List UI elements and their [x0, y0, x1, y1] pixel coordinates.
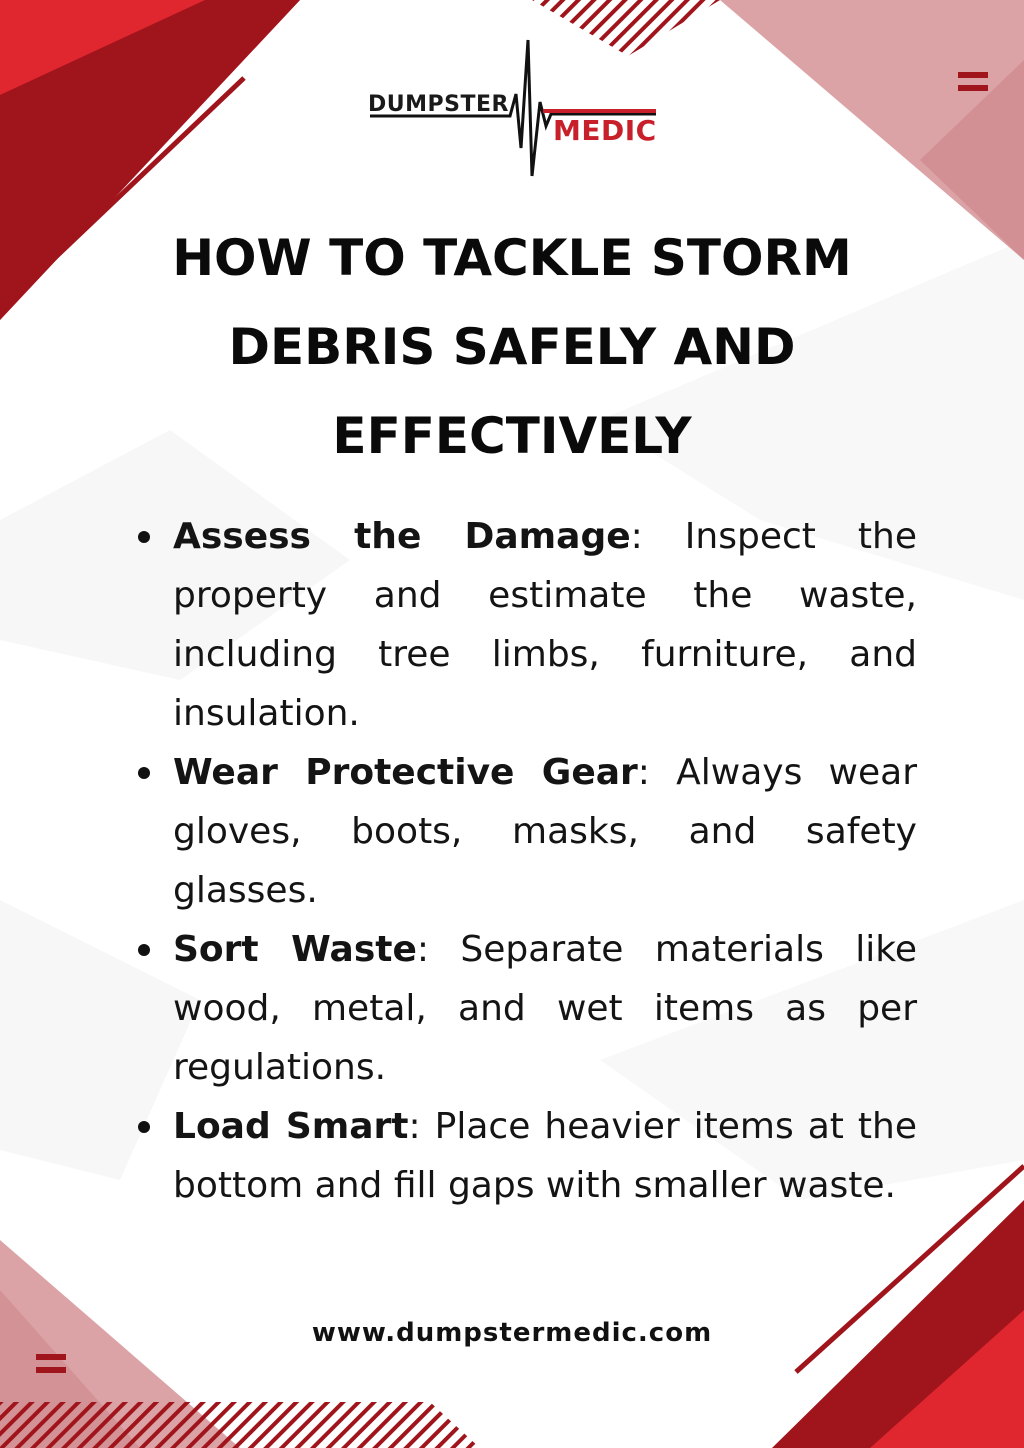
tip-text: : Always wear gloves, boots, masks, and safety glasses.	[173, 752, 917, 911]
bullet-dot-icon	[138, 1121, 150, 1133]
list-item	[135, 743, 917, 920]
tip-text: : Separate materials like wood, metal, and wet items as per regulations.	[173, 929, 917, 1088]
logo-word-medic: MEDIC	[553, 114, 657, 147]
list-item	[135, 507, 917, 743]
dumpster-medic-logo	[360, 38, 665, 178]
tip-term: Wear Protective Gear	[173, 752, 638, 793]
website-link[interactable]: www.dumpstermedic.com	[311, 1318, 713, 1348]
equals-icon	[958, 72, 988, 92]
page-title: HOW TO TACKLE STORM DEBRIS SAFELY AND EFFECTIVELY	[172, 229, 852, 465]
equals-icon	[36, 1354, 66, 1374]
list-item	[135, 1097, 917, 1215]
bullet-dot-icon	[138, 767, 150, 779]
bullet-dot-icon	[138, 944, 150, 956]
tip-term: Load Smart	[173, 1106, 409, 1147]
tips-list	[135, 507, 917, 1215]
list-item	[135, 920, 917, 1097]
tip-text: : Place heavier items at the bottom and fill gaps with smaller waste.	[173, 1106, 918, 1206]
logo-word-dumpster: DUMPSTER	[368, 92, 509, 117]
tip-term: Sort Waste	[173, 929, 417, 970]
tip-term: Assess the Damage	[173, 516, 631, 557]
tip-text: : Inspect the property and estimate the waste, including tree limbs, furniture, and insulation.	[173, 516, 917, 734]
bullet-dot-icon	[138, 531, 150, 543]
